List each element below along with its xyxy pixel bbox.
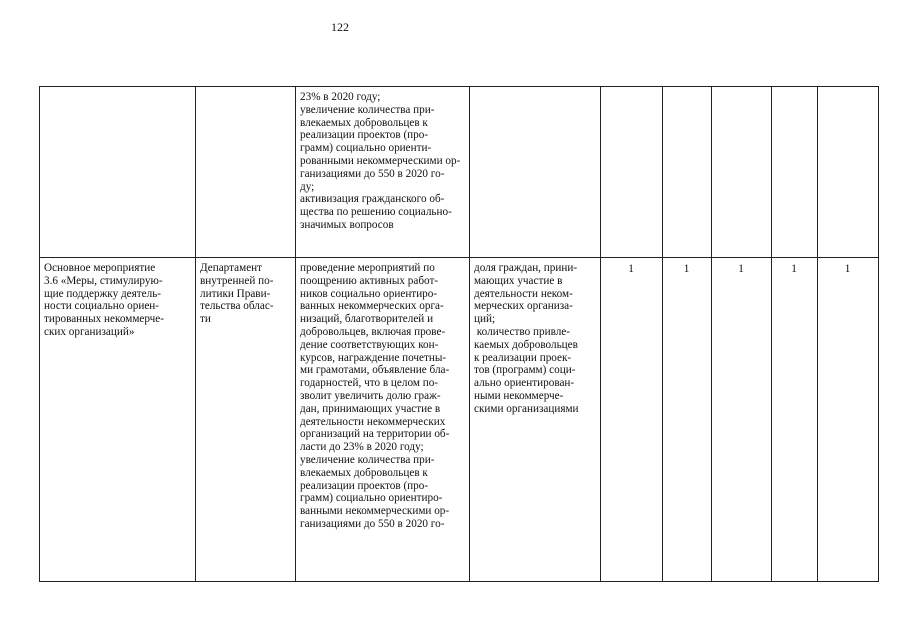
- text-line: каемых добровольцев: [474, 338, 578, 351]
- text-line: ганизациями до 550 в 2020 го-: [300, 517, 445, 530]
- text-line: ций;: [474, 313, 496, 326]
- text-line: грамм) социально ориентиро-: [300, 492, 443, 505]
- text-line: ванных некоммерческих орга-: [300, 300, 444, 313]
- text-line: количество привле-: [474, 325, 570, 338]
- text-line: к реализации проек-: [474, 351, 572, 364]
- text-line: ально ориентирован-: [474, 377, 575, 390]
- text-line: мающих участие в: [474, 274, 563, 287]
- text-line: увеличение количества при-: [300, 103, 435, 116]
- text-line: годарностей, что в целом по-: [300, 377, 439, 390]
- table-row: [40, 258, 879, 582]
- value-cell: 1: [818, 258, 879, 582]
- value-cell: [601, 87, 663, 258]
- text-line: курсов, награждение почетны-: [300, 351, 447, 364]
- text-line: низаций, благотворителей и: [300, 313, 434, 326]
- text-line: ти: [200, 313, 211, 326]
- text-line: проведение мероприятий по: [300, 262, 435, 274]
- text-line: тов (программ) соци-: [474, 364, 576, 377]
- text-line: Основное мероприятие: [44, 262, 156, 274]
- text-line: ских организаций»: [44, 325, 135, 338]
- indicator-cell: [470, 87, 601, 258]
- text-line: 23% в 2020 году;: [300, 91, 381, 103]
- text-line: щества по решению социально-: [300, 206, 452, 219]
- value-cell: 1: [712, 258, 772, 582]
- indicator-cell: [470, 258, 601, 582]
- text-line: ганизациями до 550 в 2020 го-: [300, 167, 445, 180]
- text-line: литики Прави-: [200, 287, 271, 300]
- text-line: дение соответствующих кон-: [300, 338, 439, 351]
- text-line: деятельности некоммерческих: [300, 415, 446, 428]
- page-number: 122: [331, 20, 349, 34]
- measures-table: [39, 86, 879, 582]
- text-line: 3.6 «Меры, стимулирую-: [44, 274, 163, 287]
- value-cell: [772, 87, 818, 258]
- text-line: ласти до 23% в 2020 году;: [300, 441, 424, 454]
- text-line: деятельности неком-: [474, 287, 573, 300]
- text-line: рованными некоммерческими ор-: [300, 154, 461, 167]
- text-line: организаций на территории об-: [300, 428, 450, 441]
- text-line: тированных некоммерче-: [44, 313, 165, 326]
- value-cell: 1: [663, 258, 712, 582]
- text-line: щие поддержку деятель-: [44, 287, 162, 300]
- expected-results-cell: [296, 87, 470, 258]
- measure-name-cell: [40, 87, 196, 258]
- text-line: значимых вопросов: [300, 218, 394, 231]
- text-line: влекаемых добровольцев к: [300, 466, 428, 479]
- text-line: внутренней по-: [200, 274, 274, 287]
- text-line: грамм) социально ориенти-: [300, 142, 432, 155]
- text-line: влекаемых добровольцев к: [300, 116, 428, 129]
- text-line: ду;: [300, 180, 315, 193]
- value-cell: 1: [772, 258, 818, 582]
- text-line: ванными некоммерческими ор-: [300, 505, 450, 518]
- text-line: ности социально ориен-: [44, 300, 160, 313]
- measure-name-cell: [40, 258, 196, 582]
- text-line: зволит увеличить долю граж-: [300, 389, 441, 402]
- text-line: увеличение количества при-: [300, 453, 435, 466]
- text-line: ми грамотами, объявление бла-: [300, 364, 450, 377]
- text-line: ными некоммерче-: [474, 389, 564, 402]
- value-cell: [818, 87, 879, 258]
- text-line: доля граждан, прини-: [474, 262, 578, 274]
- text-line: дан, принимающих участие в: [300, 402, 441, 415]
- text-line: реализации проектов (про-: [300, 129, 429, 142]
- text-line: тельства облас-: [200, 300, 274, 313]
- value-cell: [712, 87, 772, 258]
- text-line: добровольцев, включая прове-: [300, 325, 446, 338]
- value-cell: 1: [601, 258, 663, 582]
- text-line: активизация гражданского об-: [300, 193, 445, 206]
- executor-cell: [196, 87, 296, 258]
- text-line: ников социально ориентиро-: [300, 287, 438, 300]
- text-line: мерческих организа-: [474, 300, 573, 313]
- executor-cell: [196, 258, 296, 582]
- value-cell: [663, 87, 712, 258]
- text-line: поощрению активных работ-: [300, 274, 439, 287]
- expected-results-cell: [296, 258, 470, 582]
- text-line: реализации проектов (про-: [300, 479, 429, 492]
- text-line: Департамент: [200, 262, 263, 274]
- table-row: [40, 87, 879, 258]
- text-line: скими организациями: [474, 402, 579, 415]
